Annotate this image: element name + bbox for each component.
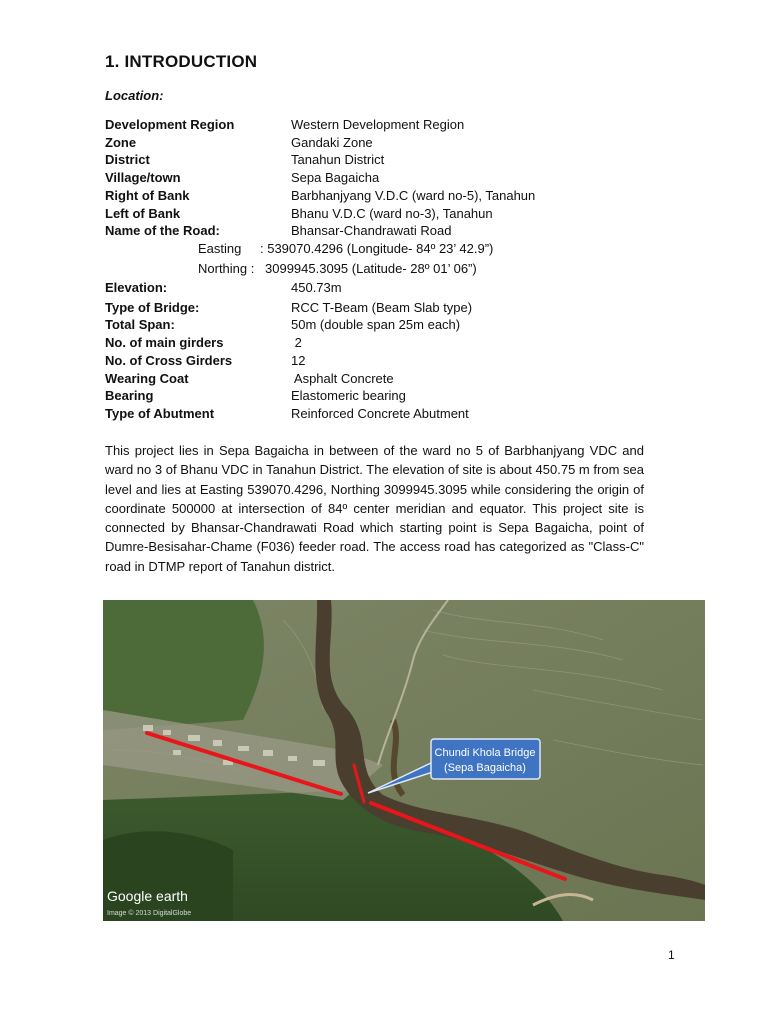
detail-value: 450.73m <box>291 280 342 295</box>
detail-label: Total Span: <box>105 317 175 332</box>
coordinate-value: : 539070.4296 (Longitude- 84º 23’ 42.9”) <box>260 241 494 256</box>
detail-label: Right of Bank <box>105 188 190 203</box>
callout-subtitle: (Sepa Bagaicha) <box>444 762 526 774</box>
coordinate-value: 3099945.3095 (Latitude- 28º 01’ 06”) <box>265 261 477 276</box>
detail-value: Elastomeric bearing <box>291 388 406 403</box>
detail-label: Type of Abutment <box>105 406 215 421</box>
detail-value: Bhanu V.D.C (ward no-3), Tanahun <box>291 206 493 221</box>
detail-value: 2 <box>291 335 302 350</box>
forest-patch <box>103 831 233 921</box>
satellite-map-drawing <box>103 600 705 921</box>
detail-label: Elevation: <box>105 280 168 295</box>
detail-label: Left of Bank <box>105 206 181 221</box>
detail-value: Sepa Bagaicha <box>291 170 380 185</box>
location-label: Location: <box>105 88 164 103</box>
detail-label: Village/town <box>105 170 181 185</box>
detail-label: Development Region <box>105 117 235 132</box>
detail-label: No. of main girders <box>105 335 224 350</box>
detail-value: Tanahun District <box>291 152 385 167</box>
detail-label: District <box>105 152 150 167</box>
detail-label: No. of Cross Girders <box>105 353 233 368</box>
detail-label: Bearing <box>105 388 154 403</box>
detail-value: Bhansar-Chandrawati Road <box>291 223 452 238</box>
detail-value: Gandaki Zone <box>291 135 373 150</box>
detail-label: Name of the Road: <box>105 223 220 238</box>
forest-patch <box>103 600 264 730</box>
detail-value: Western Development Region <box>291 117 465 132</box>
detail-value: 12 <box>291 353 306 368</box>
page-title: 1. INTRODUCTION <box>105 52 258 71</box>
detail-label: Zone <box>105 135 137 150</box>
google-earth-watermark: Google earth <box>107 888 188 904</box>
project-description-paragraph: This project lies in Sepa Bagaicha in between of the ward no 5 of Barbhanjyang VDC and ward no 3 of Bhanu VDC in Tanahun District. The elevation of site is about 450.75 m from sea level and lies at Easting 539070.4296, Northing 3099945.3095 while considering the origin of coordinate 500000 at intersection of 84º center meridian and equator. This project site is connected by Bhansar-Chandrawati Road which starting point is Sepa Bagaicha, point of Dumre-Besisahar-Chame (F036) feeder road. The access road has categorized as "Class-C" road in DTMP report of Tanahun district. <box>105 443 644 574</box>
coordinate-label: Easting <box>198 241 242 256</box>
detail-label: Wearing Coat <box>105 371 189 386</box>
detail-label: Type of Bridge: <box>105 300 200 315</box>
detail-value: Barbhanjyang V.D.C (ward no-5), Tanahun <box>291 188 536 203</box>
satellite-map-image <box>103 600 705 921</box>
detail-value: RCC T-Beam (Beam Slab type) <box>291 300 473 315</box>
page-number: 1 <box>668 948 675 962</box>
imagery-credit: Image © 2013 DigitalGlobe <box>107 910 192 917</box>
detail-value: Asphalt Concrete <box>291 371 394 386</box>
detail-value: Reinforced Concrete Abutment <box>291 406 469 421</box>
callout-title: Chundi Khola Bridge <box>434 747 536 759</box>
detail-value: 50m (double span 25m each) <box>291 317 461 332</box>
coordinate-label: Northing : <box>198 261 255 276</box>
